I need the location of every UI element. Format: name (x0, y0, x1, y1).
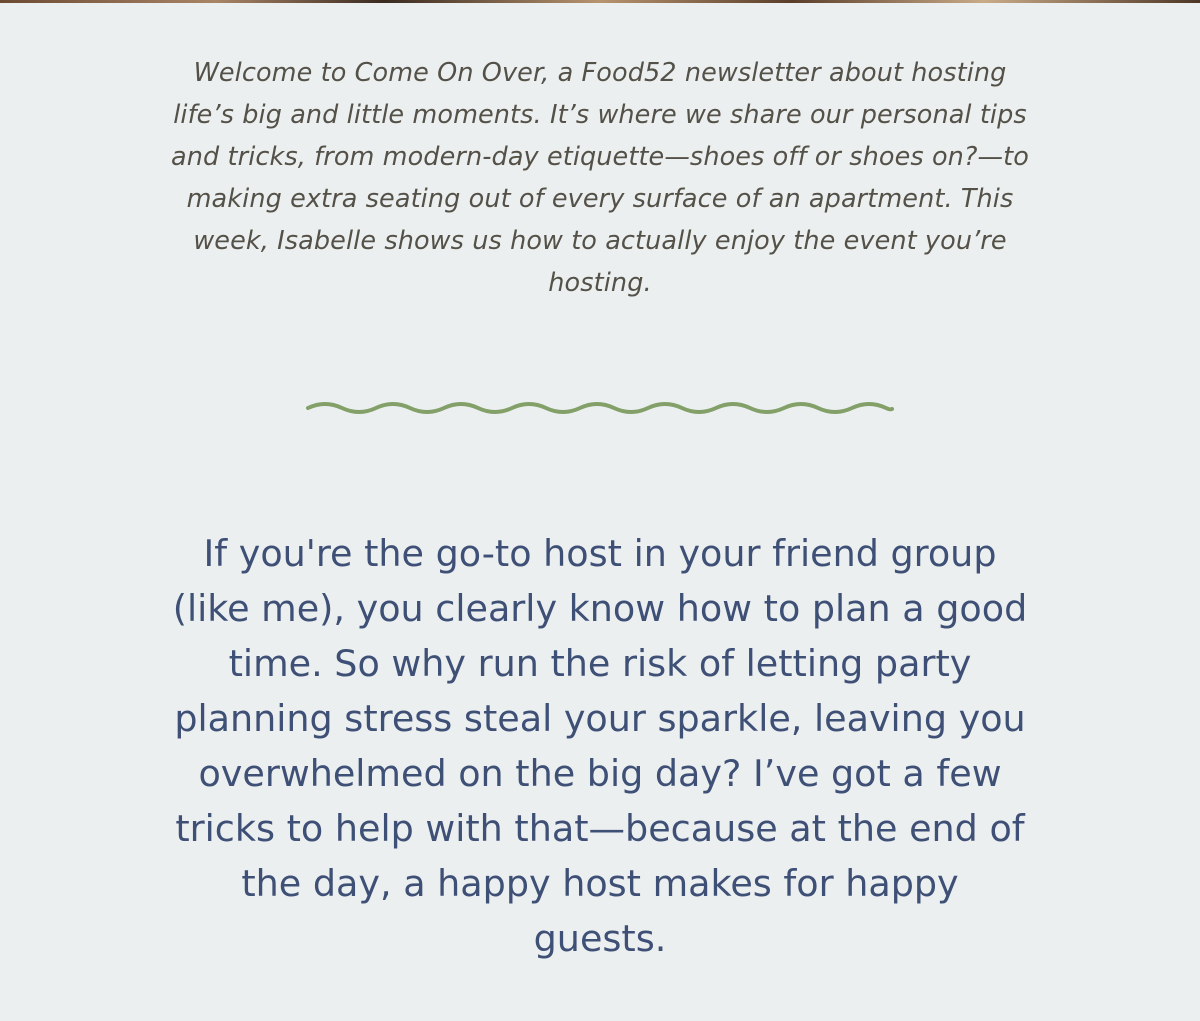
header-image-edge (0, 0, 1200, 3)
wavy-divider-icon (306, 396, 894, 422)
newsletter-intro: Welcome to Come On Over, a Food52 newsletter about hosting life’s big and little moments. It’s where we share our personal tips and tricks, from modern-day etiquette—shoes off or shoes on?—to making extra seating out of every surface of an apartment. This week, Isabelle shows us how to actually enjoy the event you’re hosting. (171, 58, 1029, 298)
article-lede: If you're the go-to host in your friend group (like me), you clearly know how to plan a good time. So why run the risk of letting party planning stress steal your sparkle, leaving you overwhelmed on the big day? I’ve got a few tricks to help with that—because at the end of the day, a happy host makes for happy guests. (172, 532, 1028, 960)
